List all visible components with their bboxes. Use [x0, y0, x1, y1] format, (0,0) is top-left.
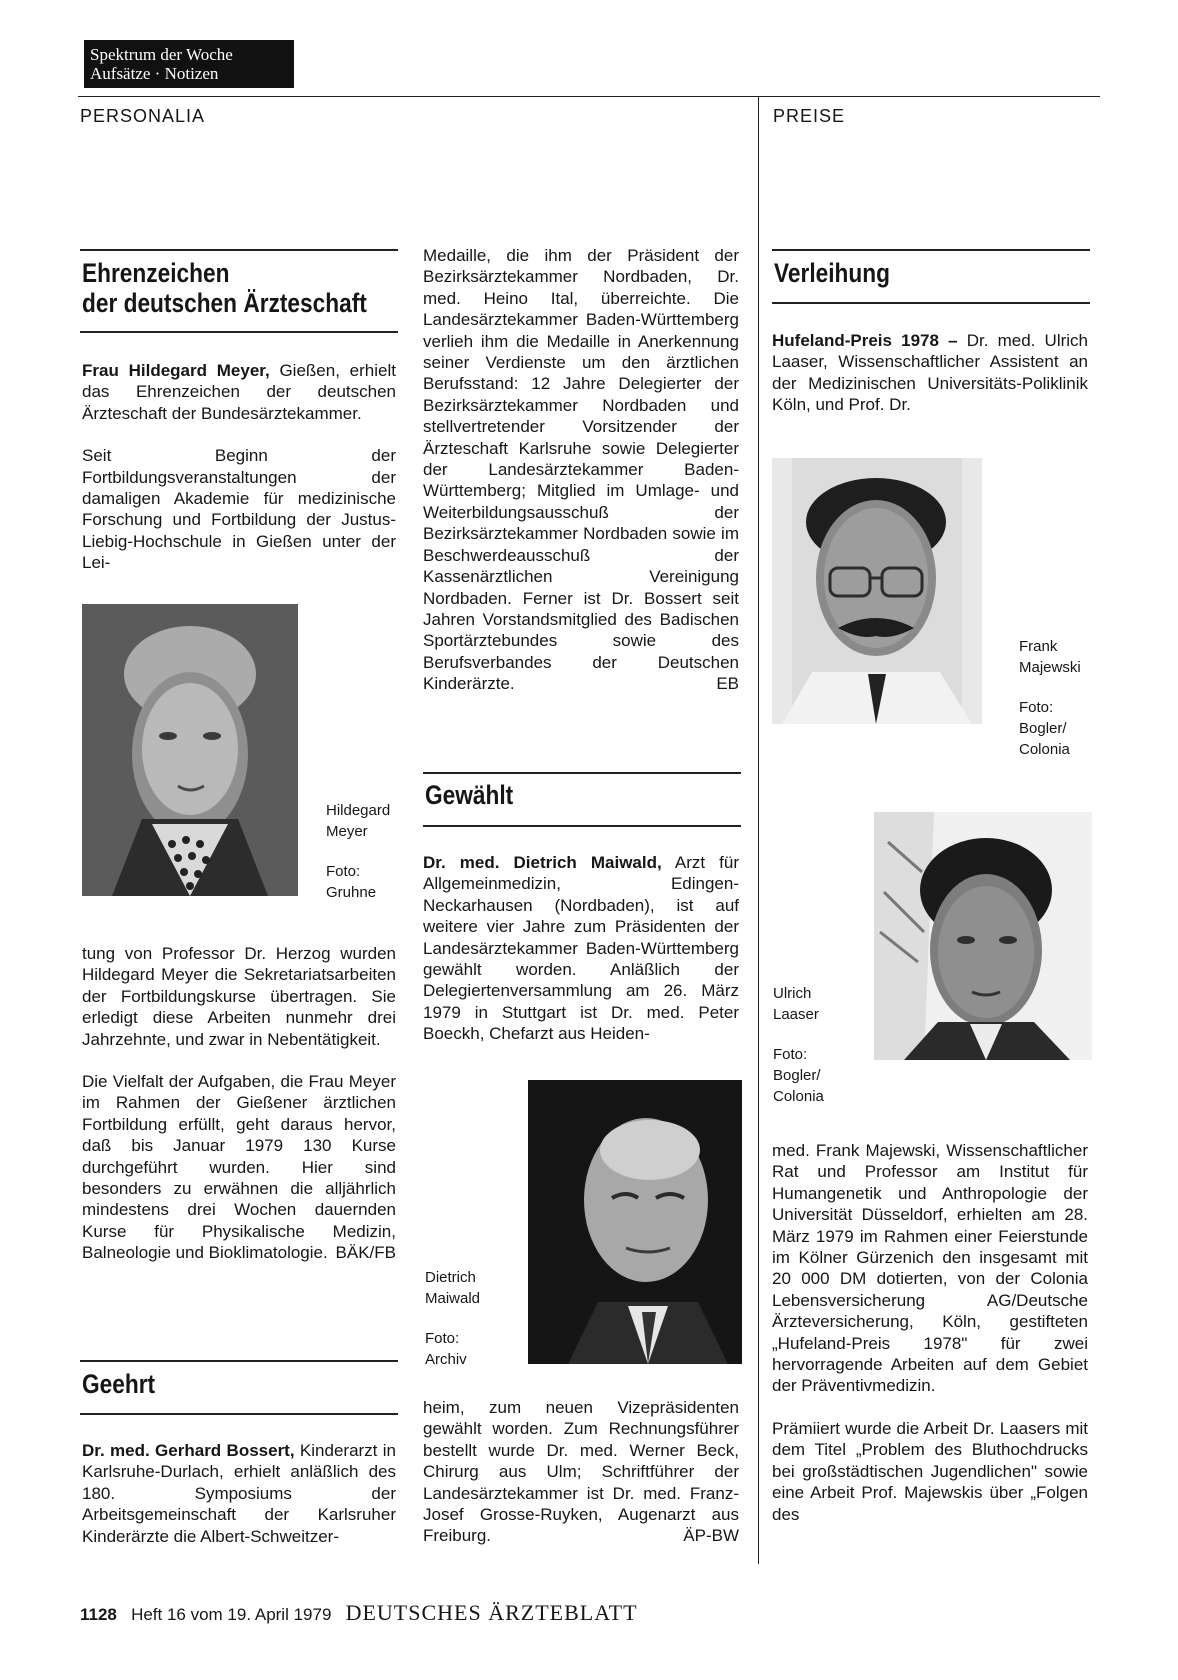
heading-rule-top: [80, 1360, 398, 1362]
issue-info: Heft 16 vom 19. April 1979: [131, 1605, 332, 1624]
caption-frank-majewski: Frank Majewski Foto: Bogler/ Colonia: [1019, 638, 1081, 758]
masthead: [84, 40, 294, 88]
heading-rule-bottom: [772, 302, 1090, 304]
paragraph: Dr. med. Dietrich Maiwald, Arzt für Allgemeinmedizin, Edingen-Neckarhausen (Nordbaden), ist auf weitere vier Jahre zum Präsidenten der Landesärztekammer Baden-Württemberg gewählt worden. Anläßlich der Delegiertenversammlung am 26. März 1979 in Stuttgart ist Dr. med. Peter Boeckh, Chefarzt aus Heiden-: [423, 853, 739, 1044]
heading-geehrt: Geehrt: [82, 1369, 156, 1399]
article-gewaehlt: [423, 852, 739, 1066]
caption-hildegard-meyer: Hildegard Meyer Foto: Gruhne: [326, 802, 391, 901]
paragraph: med. Frank Majewski, Wissenschaftlicher Rat und Professor am Institut für Humangenetik und Anthropologie der Universität Düsseldorf, erhielten am 28. März 1979 im Rahmen einer Feierstunde im Kölner Gürzenich den insgesamt mit 20 000 DM dotierten, von der Colonia Lebensversicherung AG/Deutsche Ärzteversicherung, Köln, gestifteten „Hufeland-Preis 1978" für zwei hervorragende Arbeiten auf dem Gebiet der Präventivmedizin.: [772, 1141, 1088, 1396]
paragraph: Dr. med. Gerhard Bossert, Kinderarzt in Karlsruhe-Durlach, erhielt anläßlich des 180. Symposiums der Arbeitsgemeinschaft der Karlsruher Kinderärzte die Albert-Schweitzer-: [82, 1441, 396, 1546]
heading-line1: Ehrenzeichen: [82, 258, 230, 288]
section-label-preise: PREISE: [773, 106, 846, 126]
heading-rule-top: [772, 249, 1090, 251]
signature: BÄK/FB: [335, 1243, 396, 1263]
portrait-image: [82, 604, 298, 896]
paragraph: tung von Professor Dr. Herzog wurden Hildegard Meyer die Sekretariatsarbeiten der Fortbildungskurse übertragen. Sie erledigt diese Arbeiten nunmehr drei Jahrzehnte, und zwar in Nebentätigkeit.: [82, 944, 396, 1049]
paragraph: Hufeland-Preis 1978 – Dr. med. Ulrich Laaser, Wissenschaftlicher Assistent an der Medizinischen Universitäts-Poliklinik Köln, und Prof. Dr.: [772, 331, 1088, 415]
photo-ulrich-laaser: [874, 812, 1092, 1060]
heading-line2: der deutschen Ärzteschaft: [82, 288, 367, 318]
top-rule: [78, 96, 1100, 97]
article-geehrt-cont: [423, 245, 739, 716]
article-gewaehlt-cont: [423, 1397, 739, 1568]
article-ehrenzeichen-cont: [82, 943, 396, 1285]
signature: ÄP-BW: [683, 1526, 739, 1546]
article-verleihung: [772, 330, 1088, 437]
person-name: Dr. med. Dietrich Maiwald,: [423, 853, 662, 872]
column-divider: [758, 96, 759, 1564]
heading-verleihung: Verleihung: [774, 258, 890, 288]
caption-dietrich-maiwald: Dietrich Maiwald Foto: Archiv: [425, 1269, 481, 1368]
paragraph: Medaille, die ihm der Präsident der Bezirksärztekammer Nordbaden, Dr. med. Heino Ital, überreichte. Die Landesärztekammer Baden-Württemberg verlieh ihm die Medaille in Anerkennung seiner Verdienste um den ärztlichen Berufsstand: 12 Jahre Delegierter der Bezirksärztekammer Nordbaden und stellvertretender Vorsitzender der Ärzteschaft Karlsruhe sowie Delegierter der Landesärztekammer Baden-Württemberg; Mitglied im Umlage- und Weiterbildungsausschuß der Bezirksärztekammer Nordbaden sowie im Beschwerdeausschuß der Kassenärztlichen Vereinigung Nordbaden. Ferner ist Dr. Bossert seit Jahren Vorstandsmitglied des Badischen Sportärztebundes sowie des Berufsverbandes der Deutschen Kinderärzte. EB: [423, 246, 739, 694]
paragraph: Seit Beginn der Fortbildungsveranstaltungen der damaligen Akademie für medizinische Forschung und Fortbildung der Justus-Liebig-Hochschule in Gießen unter der Lei-: [82, 446, 396, 573]
portrait-image: [772, 458, 982, 724]
photo-frank-majewski: [772, 458, 982, 724]
heading-ehrenzeichen: [82, 258, 367, 318]
award-name: Hufeland-Preis 1978 –: [772, 331, 958, 350]
article-geehrt: [82, 1440, 396, 1568]
paragraph: heim, zum neuen Vizepräsidenten gewählt worden. Zum Rechnungsführer bestellt wurde Dr. med. Werner Beck, Chirurg aus Ulm; Schriftführer der Landesärztekammer ist Dr. med. Franz-Josef Grosse-Ruyken, Augenarzt aus Freiburg. ÄP-BW: [423, 1398, 739, 1546]
paragraph: Die Vielfalt der Aufgaben, die Frau Meyer im Rahmen der Gießener ärztlichen Fortbildung erfüllt, geht daraus hervor, daß bis Januar 1979 130 Kurse durchgeführt wurden. Hier sind besonders zu erwähnen die alljährlich mindestens drei Wochen dauernden Kurse für Physikalische Medizin, Balneologie und Bioklimatologie. BÄK/FB: [82, 1072, 396, 1263]
heading-rule-bottom: [80, 331, 398, 333]
photo-dietrich-maiwald: [528, 1080, 742, 1364]
journal-name: DEUTSCHES ÄRZTEBLATT: [345, 1600, 638, 1625]
person-name: Frau Hildegard Meyer,: [82, 361, 270, 380]
paragraph: Frau Hildegard Meyer, Gießen, erhielt das Ehrenzeichen der deutschen Ärzteschaft der Bundesärztekammer.: [82, 361, 396, 423]
paragraph: Prämiiert wurde die Arbeit Dr. Laasers mit dem Titel „Problem des Bluthochdrucks bei großstädtischen Jugendlichen" sowie eine Arbeit Prof. Majewskis über „Folgen des: [772, 1418, 1088, 1524]
portrait-image: [874, 812, 1092, 1060]
heading-rule-bottom: [423, 825, 741, 827]
photo-hildegard-meyer: [82, 604, 298, 896]
masthead-line1: Spektrum der Woche: [90, 45, 233, 64]
masthead-line2: Aufsätze · Notizen: [90, 64, 219, 83]
heading-gewaehlt: Gewählt: [425, 780, 514, 810]
page-footer: [80, 1600, 638, 1626]
caption-ulrich-laaser: Ulrich Laaser Foto: Bogler/ Colonia: [773, 985, 824, 1105]
signature: EB: [716, 674, 739, 694]
heading-rule-top: [80, 249, 398, 251]
person-name: Dr. med. Gerhard Bossert,: [82, 1441, 295, 1460]
section-label-personalia: PERSONALIA: [80, 106, 206, 126]
article-ehrenzeichen: [82, 360, 396, 595]
portrait-image: [528, 1080, 742, 1364]
page-number: 1128: [80, 1605, 117, 1624]
article-verleihung-cont: [772, 1140, 1088, 1546]
heading-rule-bottom: [80, 1413, 398, 1415]
heading-rule-top: [423, 772, 741, 774]
